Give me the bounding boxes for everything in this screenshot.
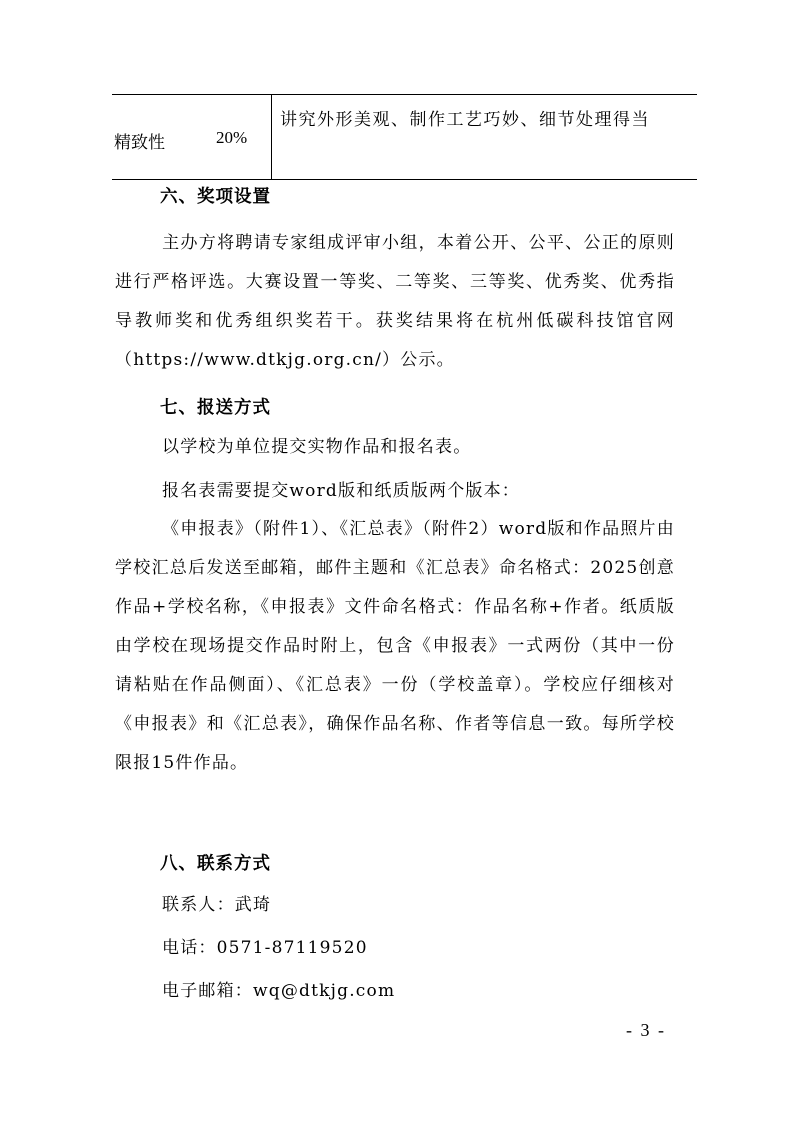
criteria-table-fragment: [112, 94, 697, 180]
criterion-description: 讲究外形美观、制作工艺巧妙、细节处理得当: [280, 110, 650, 130]
section-heading-awards: 六、奖项设置: [160, 187, 271, 207]
contact-person: 联系人：武琦: [162, 895, 272, 915]
contact-email: 电子邮箱：wq@dtkjg.com: [162, 981, 396, 1001]
submission-text: 《申报表》（附件1）、《汇总表》（附件2）word版和作品照片由学校汇总后发送至邮箱，邮件主题和《汇总表》命名格式：2025创意作品+学校名称，《申报表》文件命名格式：作品名称+作者。纸质版由学校在现场提交作品时附上，包含《申报表》一式两份（其中一份请粘贴在作品侧面）、《汇总表》一份（学校盖章）。学校应仔细核对《申报表》和《汇总表》，确保作品名称、作者等信息一致。每所学校限报15件作品。: [115, 519, 675, 773]
section-heading-contact: 八、联系方式: [160, 854, 271, 874]
submission-line-1: 以学校为单位提交实物作品和报名表。: [162, 437, 472, 457]
criterion-cell: [112, 95, 271, 179]
criterion-name: 精致性: [114, 133, 165, 153]
awards-text: 主办方将聘请专家组成评审小组，本着公开、公平、公正的原则进行严格评选。大赛设置一等奖、二等奖、三等奖、优秀奖、优秀指导教师奖和优秀组织奖若干。获奖结果将在杭州低碳科技馆官网（https://www.dtkjg.org.cn/）公示。: [115, 233, 675, 370]
table-divider: [271, 95, 272, 179]
page-number: - 3 -: [626, 1020, 666, 1040]
section-heading-submission: 七、报送方式: [160, 398, 271, 418]
criterion-weight: 20%: [216, 128, 248, 147]
awards-paragraph: [115, 224, 675, 380]
submission-paragraph: [115, 510, 675, 783]
contact-phone: 电话：0571-87119520: [162, 938, 368, 958]
submission-line-2: 报名表需要提交word版和纸质版两个版本：: [162, 481, 520, 501]
